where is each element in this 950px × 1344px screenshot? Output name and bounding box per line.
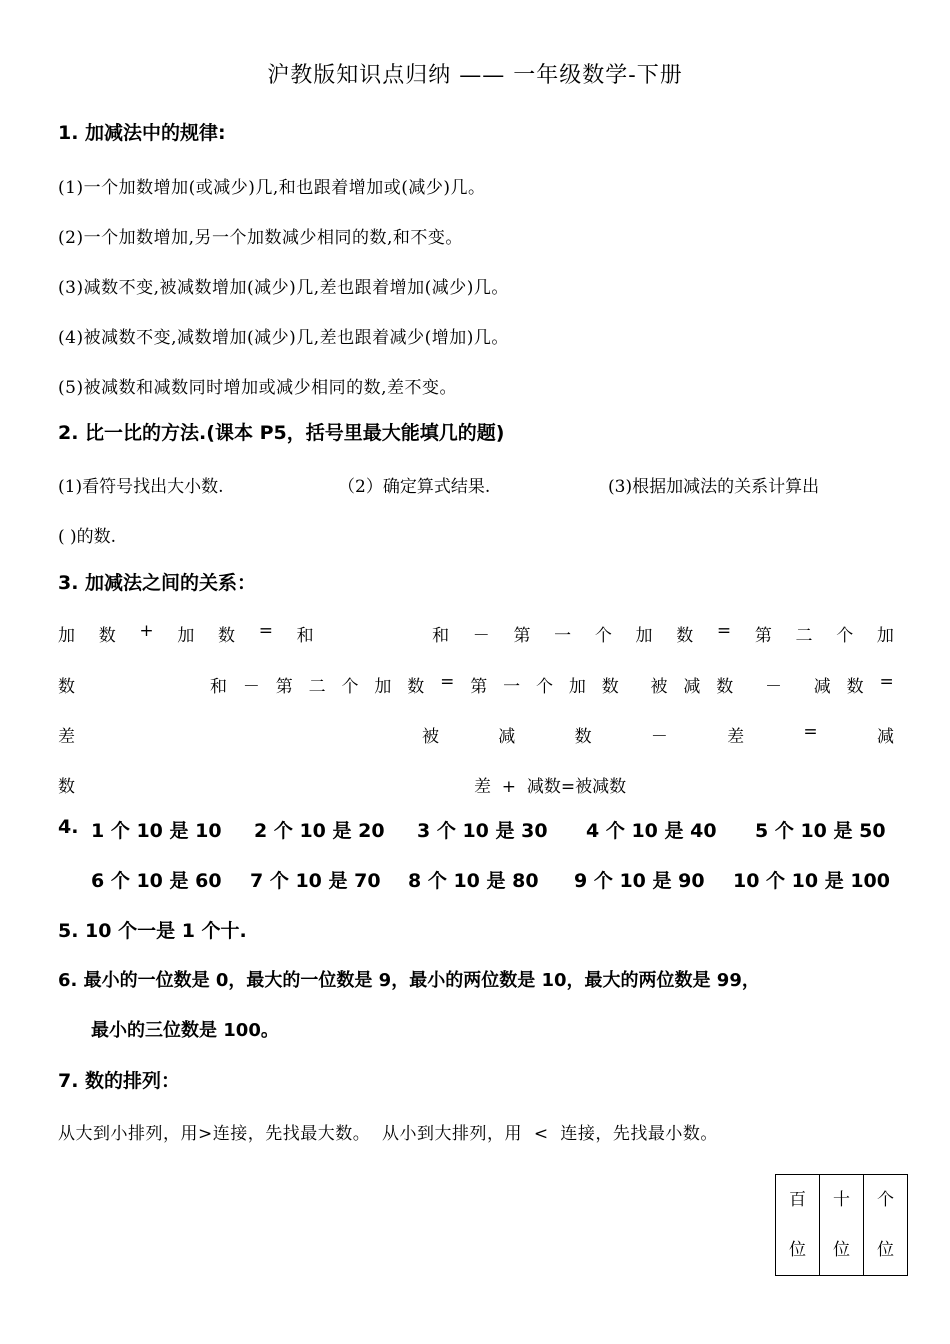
section-6-line-2: 最小的三位数是 100。 bbox=[91, 1020, 279, 1041]
relation-char: + bbox=[139, 621, 154, 641]
relation-char: 加 bbox=[58, 626, 75, 646]
relation-char: 加 bbox=[635, 626, 653, 646]
relation-char: 加 bbox=[876, 626, 894, 646]
relation-char: － bbox=[242, 677, 260, 697]
relation-row-3 bbox=[422, 722, 894, 747]
section-1-item-5: (5)被减数和减数同时增加或减少相同的数,差不变。 bbox=[58, 378, 457, 398]
relation-char: 被 bbox=[650, 677, 668, 697]
relation-char: 加 bbox=[374, 677, 392, 697]
relation-row-4: 差 + 减数=被减数 bbox=[474, 777, 627, 797]
tens-fact: 8 个 10 是 80 bbox=[408, 870, 539, 892]
tens-fact: 9 个 10 是 90 bbox=[574, 870, 705, 892]
relation-char: 个 bbox=[594, 626, 612, 646]
relation-char: 一 bbox=[554, 626, 572, 646]
relation-char: 二 bbox=[308, 677, 326, 697]
relation-char: 个 bbox=[836, 626, 854, 646]
relation-char: = bbox=[803, 722, 818, 742]
relation-char: = bbox=[879, 672, 894, 692]
relation-char: 第 bbox=[513, 626, 531, 646]
place-ones-cell bbox=[864, 1175, 908, 1276]
section-6-line-1: 6. 最小的一位数是 0，最大的一位数是 9，最小的两位数是 10，最大的两位数是 99， bbox=[58, 970, 760, 991]
relation-char: 个 bbox=[536, 677, 553, 697]
relation-char: 第 bbox=[275, 677, 293, 697]
relation-row-3-first: 差 bbox=[58, 727, 75, 747]
relation-char: 减 bbox=[813, 677, 831, 697]
relation-char: 差 bbox=[727, 727, 745, 747]
section-2-heading: 2. 比一比的方法.(课本 P5，括号里最大能填几的题) bbox=[58, 422, 505, 444]
cell-text-bottom: 位 bbox=[877, 1240, 894, 1260]
place-hundreds-cell bbox=[776, 1175, 820, 1276]
relation-char: 被 bbox=[422, 727, 439, 747]
section-2-item-3: (3)根据加减法的关系计算出 bbox=[608, 477, 820, 497]
section-7-text: 从大到小排列，用>连接，先找最大数。 从小到大排列，用 < 连接，先找最小数。 bbox=[58, 1124, 718, 1144]
relation-char: 数 bbox=[716, 677, 734, 697]
tens-fact: 3 个 10 是 30 bbox=[417, 820, 548, 842]
cell-text-bottom: 位 bbox=[833, 1240, 850, 1260]
relation-char: = bbox=[258, 621, 273, 641]
place-value-table bbox=[775, 1174, 908, 1276]
relation-char: 数 bbox=[407, 677, 425, 697]
section-2-item-2: （2）确定算式结果. bbox=[338, 477, 491, 497]
tens-fact: 10 个 10 是 100 bbox=[733, 870, 891, 892]
relation-char: 加 bbox=[568, 677, 586, 697]
cell-text-top: 个 bbox=[877, 1190, 894, 1210]
relation-char: 数 bbox=[574, 727, 592, 747]
relation-char: 和 bbox=[210, 677, 227, 697]
place-tens-cell bbox=[820, 1175, 864, 1276]
section-1-item-4: (4)被减数不变,减数增加(减少)几,差也跟着减少(增加)几。 bbox=[58, 328, 509, 348]
section-1-item-3: (3)减数不变,被减数增加(减少)几,差也跟着增加(减少)几。 bbox=[58, 278, 509, 298]
relation-char: 和 bbox=[296, 626, 314, 646]
section-5-text: 5. 10 个一是 1 个十. bbox=[58, 920, 247, 942]
relation-char: 和 bbox=[432, 626, 450, 646]
relation-row-1 bbox=[58, 621, 894, 646]
relation-char: = bbox=[440, 672, 455, 692]
relation-char: 减 bbox=[876, 727, 894, 747]
cell-text-top: 百 bbox=[789, 1190, 806, 1210]
relation-char: 数 bbox=[601, 677, 619, 697]
tens-fact: 5 个 10 是 50 bbox=[755, 820, 886, 842]
section-1-heading: 1. 加减法中的规律: bbox=[58, 122, 226, 144]
relation-char: 加 bbox=[177, 626, 195, 646]
page-title: 沪教版知识点归纳 —— 一年级数学-下册 bbox=[267, 63, 683, 88]
relation-row-2 bbox=[210, 672, 894, 697]
relation-char: 一 bbox=[503, 677, 521, 697]
relation-row-4-first: 数 bbox=[58, 777, 75, 797]
relation-row-2-first: 数 bbox=[58, 677, 75, 697]
section-7-heading: 7. 数的排列： bbox=[58, 1070, 181, 1092]
relation-char: － bbox=[472, 626, 490, 646]
relation-char: 个 bbox=[341, 677, 359, 697]
section-2-item-3-continued: ( )的数. bbox=[58, 527, 117, 547]
relation-char: = bbox=[716, 621, 732, 641]
relation-char: 数 bbox=[98, 626, 116, 646]
relation-char: 数 bbox=[218, 626, 235, 646]
relation-char: 数 bbox=[846, 677, 864, 697]
section-3-heading: 3. 加减法之间的关系： bbox=[58, 572, 257, 594]
tens-fact: 1 个 10 是 10 bbox=[91, 820, 222, 842]
section-1-item-2: (2)一个加数增加,另一个加数减少相同的数,和不变。 bbox=[58, 228, 463, 248]
tens-fact: 6 个 10 是 60 bbox=[91, 870, 222, 892]
cell-text-bottom: 位 bbox=[789, 1240, 806, 1260]
relation-char: 第 bbox=[754, 626, 772, 646]
tens-fact: 7 个 10 是 70 bbox=[250, 870, 381, 892]
section-1-item-1: (1)一个加数增加(或减少)几,和也跟着增加或(减少)几。 bbox=[58, 178, 486, 198]
relation-char: － bbox=[650, 727, 668, 747]
section-2-item-1: (1)看符号找出大小数. bbox=[58, 477, 224, 497]
table-row bbox=[776, 1175, 908, 1276]
relation-char: 数 bbox=[676, 626, 694, 646]
relation-char: 第 bbox=[470, 677, 488, 697]
section-4-number: 4. bbox=[58, 816, 79, 838]
relation-char: 二 bbox=[795, 626, 813, 646]
relation-char: － bbox=[765, 677, 782, 697]
relation-char: 减 bbox=[498, 727, 516, 747]
tens-fact: 2 个 10 是 20 bbox=[254, 820, 385, 842]
relation-char: 减 bbox=[683, 677, 701, 697]
cell-text-top: 十 bbox=[833, 1190, 850, 1210]
tens-fact: 4 个 10 是 40 bbox=[586, 820, 717, 842]
